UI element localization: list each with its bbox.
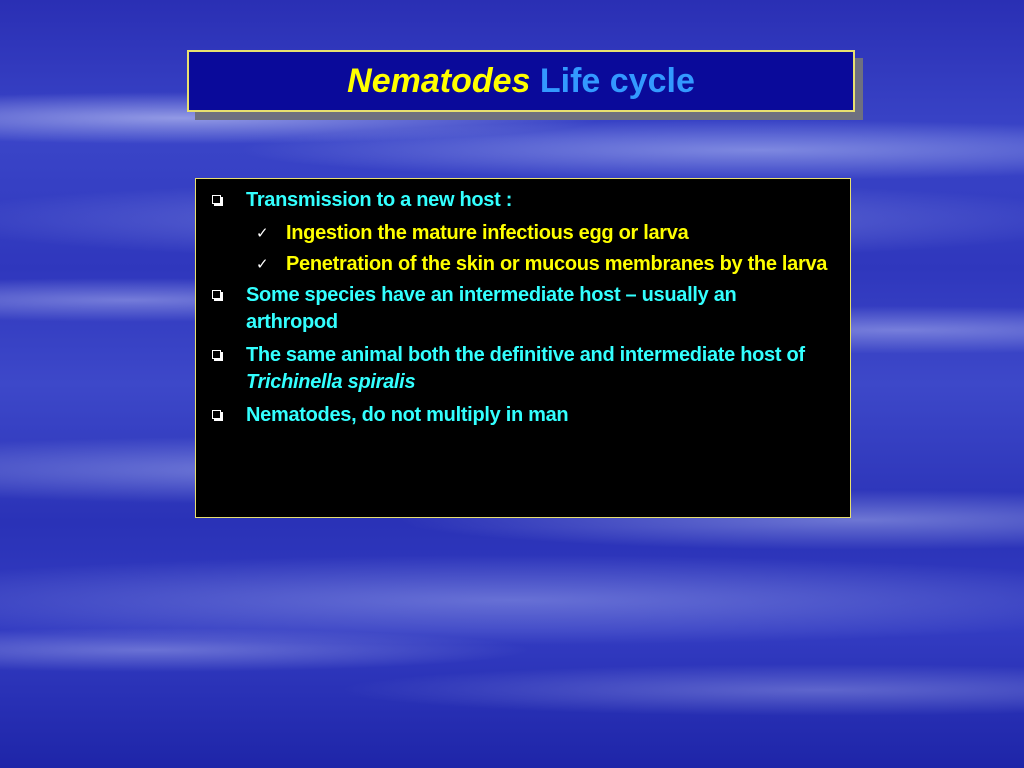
bullet-text: Some species have an intermediate host – usually an arthropod xyxy=(246,284,737,333)
check-mark-icon: ✓ xyxy=(256,255,269,273)
sub-item-ingestion xyxy=(256,220,828,247)
slide-title-normal: Life cycle xyxy=(539,62,695,100)
bullet-item-trichinella xyxy=(210,342,828,396)
sub-bullet-text: Penetration of the skin or mucous membranes by the larva xyxy=(286,253,828,275)
sub-bullet-text: Ingestion the mature infectious egg or larva xyxy=(286,222,689,244)
slide-title xyxy=(347,64,695,98)
bullet-item-multiply xyxy=(210,402,828,429)
bullet-item-transmission xyxy=(210,187,828,214)
slide-title-italic: Nematodes xyxy=(347,62,531,100)
bullet-text: Nematodes, do not multiply in man xyxy=(246,404,569,426)
bullet-text-prefix: The same animal both the definitive and intermediate host of xyxy=(246,344,805,366)
bullet-text: Transmission to a new host : xyxy=(246,189,513,211)
bullet-text xyxy=(246,342,828,396)
square-outline-icon xyxy=(210,282,246,299)
slide-title-box xyxy=(187,50,855,112)
check-mark-icon: ✓ xyxy=(256,224,269,242)
square-outline-icon xyxy=(210,187,246,204)
content-box xyxy=(195,178,851,518)
square-outline-icon xyxy=(210,342,246,359)
sub-item-penetration xyxy=(256,251,828,278)
square-outline-icon xyxy=(210,402,246,419)
bullet-item-intermediate-host xyxy=(210,282,828,336)
species-name: Trichinella spiralis xyxy=(246,371,416,393)
